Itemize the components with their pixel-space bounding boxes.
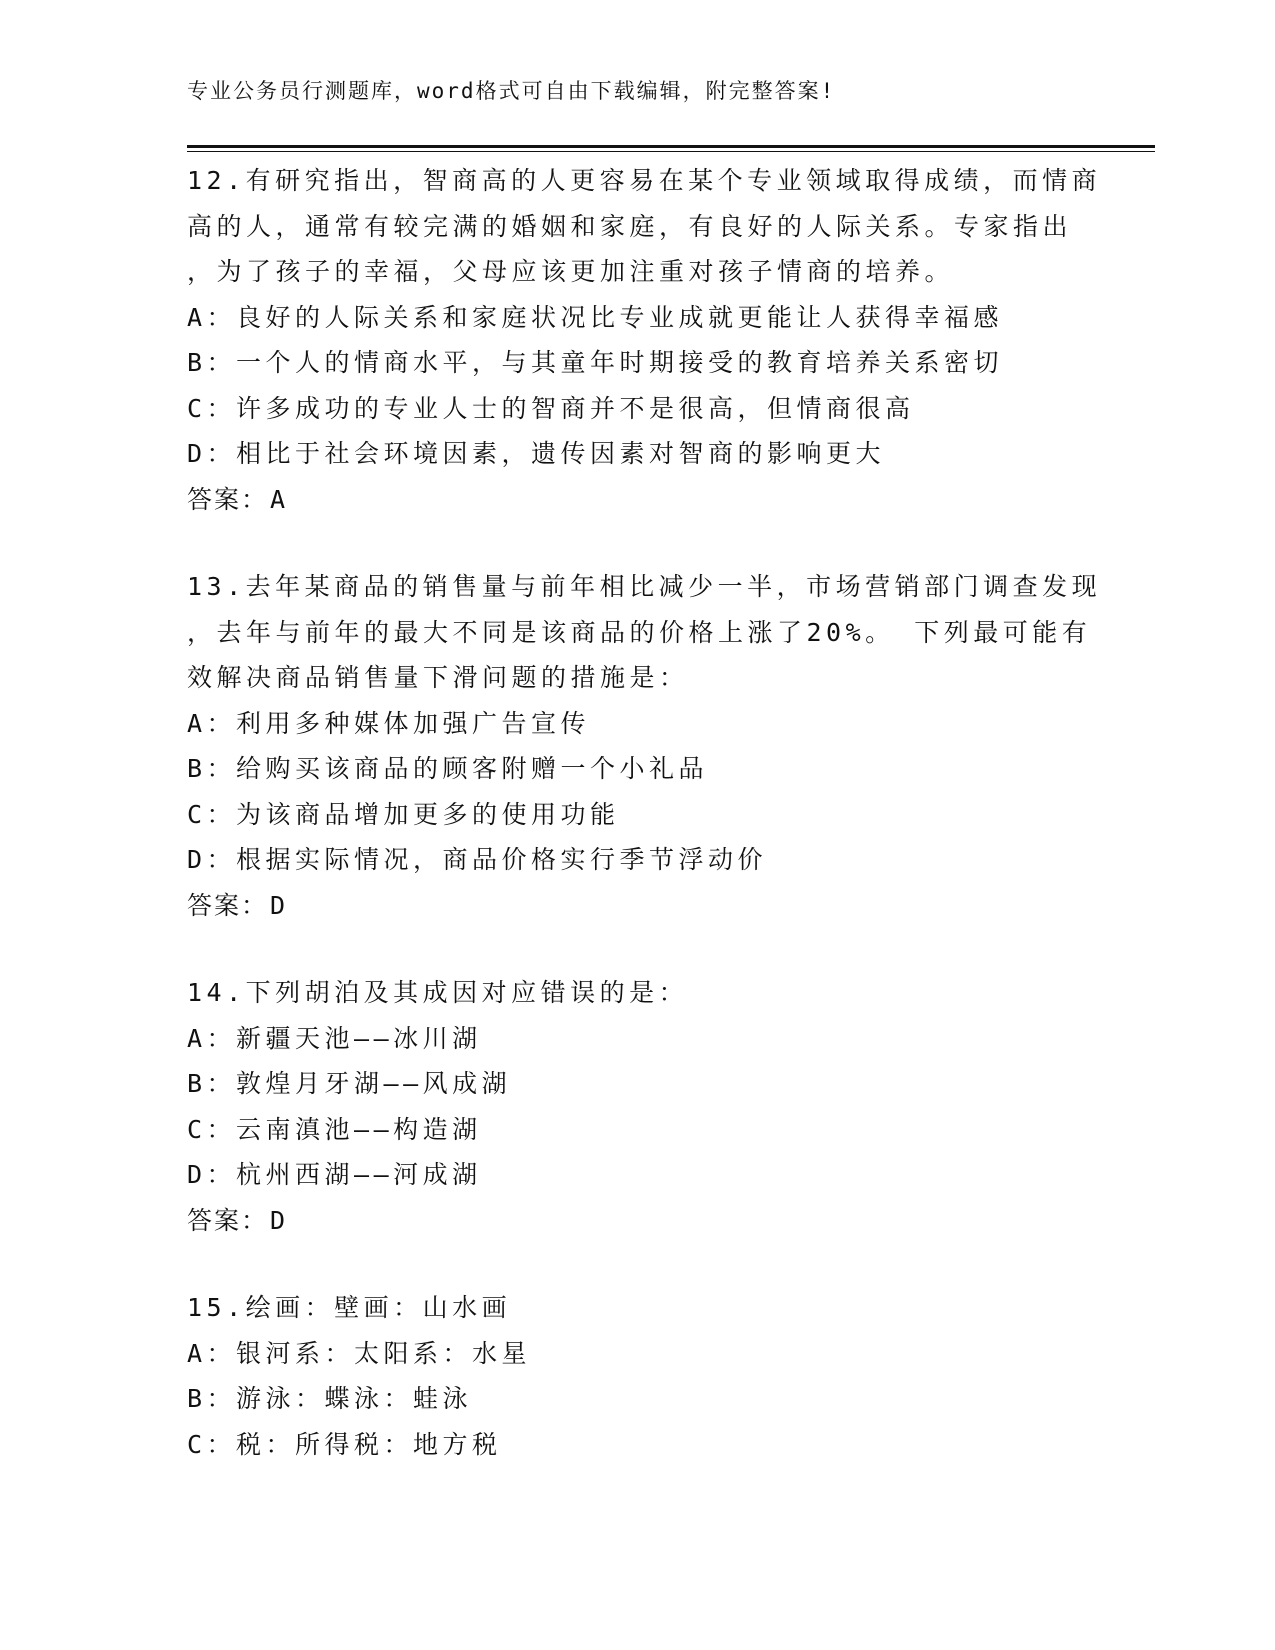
page-header-text: 专业公务员行测题库，word格式可自由下载编辑，附完整答案! xyxy=(187,79,836,103)
question-stem-line: 13.去年某商品的销售量与前年相比减少一半，市场营销部门调查发现 xyxy=(187,572,1102,601)
option-a: A：新疆天池——冰川湖 xyxy=(187,1023,482,1053)
header-rule-thick xyxy=(187,145,1155,148)
question-15 xyxy=(187,1285,1087,1467)
option-b: B：一个人的情商水平，与其童年时期接受的教育培养关系密切 xyxy=(187,348,1004,377)
option-b: B：给购买该商品的顾客附赠一个小礼品 xyxy=(187,754,709,783)
answer-value: A xyxy=(270,484,288,514)
option-d: D：根据实际情况，商品价格实行季节浮动价 xyxy=(187,845,768,874)
answer-line xyxy=(187,477,1087,523)
answer-label: 答案： xyxy=(187,890,269,920)
option-a: A：利用多种媒体加强广告宣传 xyxy=(187,708,591,738)
question-stem-line: ，去年与前年的最大不同是该商品的价格上涨了20%。 下列最可能有 xyxy=(187,617,1092,647)
question-stem-line: 15.绘画：壁画：山水画 xyxy=(187,1293,512,1322)
option-c: C：许多成功的专业人士的智商并不是很高，但情商很高 xyxy=(187,393,915,423)
question-stem-line: 高的人，通常有较完满的婚姻和家庭，有良好的人际关系。专家指出 xyxy=(187,211,1073,241)
option-a: A：良好的人际关系和家庭状况比专业成就更能让人获得幸福感 xyxy=(187,302,1004,332)
option-c: C：税：所得税：地方税 xyxy=(187,1429,502,1459)
header-rule-thin xyxy=(187,151,1155,152)
question-13 xyxy=(187,564,1102,928)
question-12 xyxy=(187,158,1102,522)
answer-line xyxy=(187,883,1087,929)
answer-value: D xyxy=(270,1205,288,1235)
question-list xyxy=(187,158,1102,1509)
answer-label: 答案： xyxy=(187,1205,269,1235)
option-a: A：银河系：太阳系：水星 xyxy=(187,1338,532,1368)
question-stem-line: 14.下列胡泊及其成因对应错误的是： xyxy=(187,978,689,1007)
option-d: D：相比于社会环境因素，遗传因素对智商的影响更大 xyxy=(187,439,886,468)
question-stem-line: 12.有研究指出，智商高的人更容易在某个专业领域取得成绩，而情商 xyxy=(187,166,1102,195)
option-b: B：敦煌月牙湖——风成湖 xyxy=(187,1069,512,1098)
option-b: B：游泳：蝶泳：蛙泳 xyxy=(187,1384,473,1413)
option-d: D：杭州西湖——河成湖 xyxy=(187,1160,482,1189)
answer-value: D xyxy=(270,890,288,920)
question-stem-line: ，为了孩子的幸福，父母应该更加注重对孩子情商的培养。 xyxy=(187,257,955,286)
question-14 xyxy=(187,970,1087,1243)
question-stem-line: 效解决商品销售量下滑问题的措施是： xyxy=(187,663,689,692)
option-c: C：为该商品增加更多的使用功能 xyxy=(187,799,620,829)
option-c: C：云南滇池——构造湖 xyxy=(187,1114,482,1144)
answer-line xyxy=(187,1198,1087,1244)
answer-label: 答案： xyxy=(187,484,269,514)
